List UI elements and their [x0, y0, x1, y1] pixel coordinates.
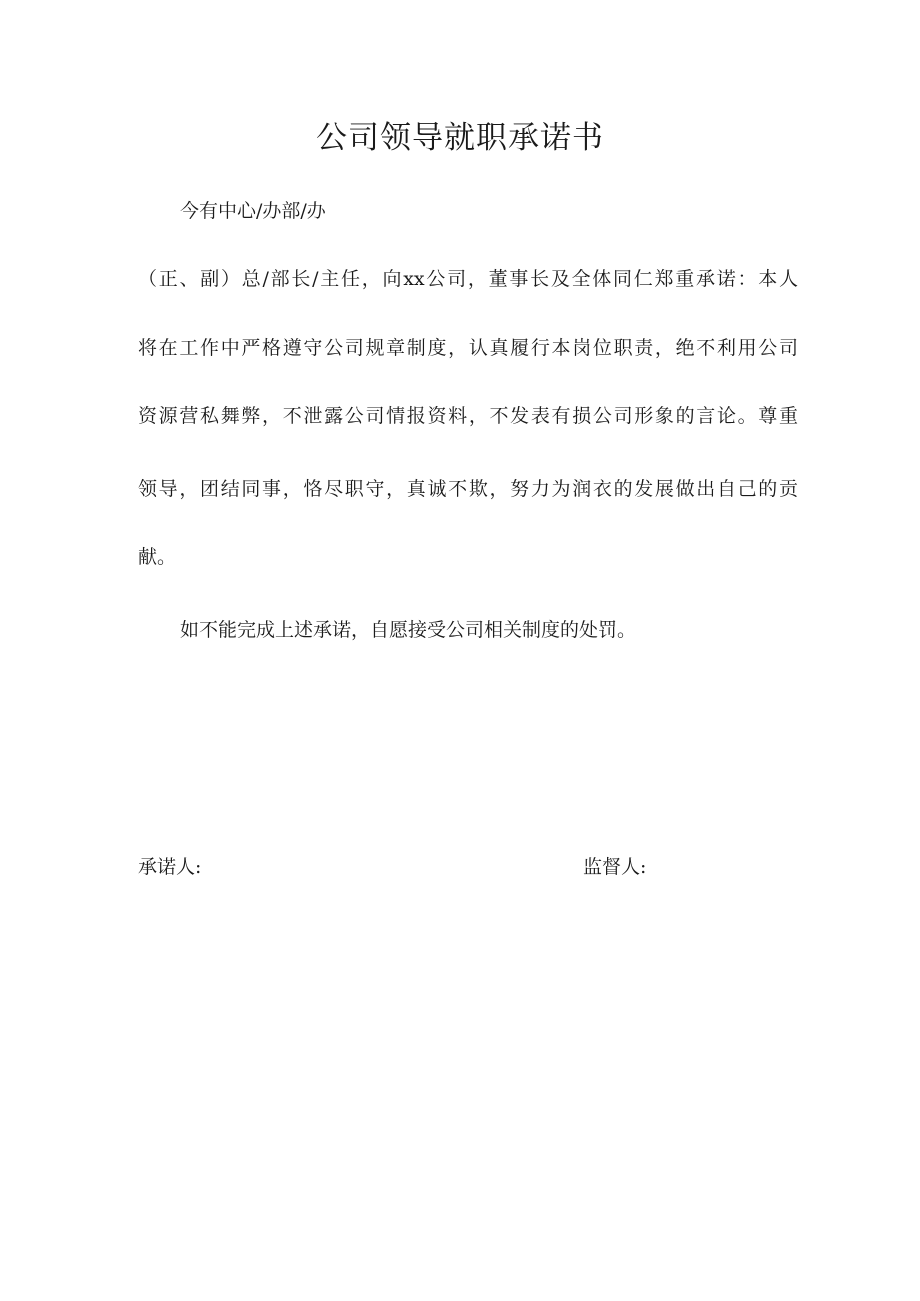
body-line-3: 将在工作中严格遵守公司规章制度，认真履行本岗位职责，绝不利用公司	[138, 337, 798, 359]
body-line-6: 献。	[138, 546, 177, 568]
body-line-1: 今有中心/办部/办	[180, 200, 326, 222]
body-line-5: 领导，团结同事，恪尽职守，真诚不欺，努力为润衣的发展做出自己的贡	[138, 478, 798, 500]
body-line-4: 资源营私舞弊，不泄露公司情报资料，不发表有损公司形象的言论。尊重	[138, 405, 798, 427]
document-title: 公司领导就职承诺书	[316, 120, 604, 156]
supervisor-signature-label: 监督人:	[583, 856, 647, 878]
body-line-2: （正、副）总/部长/主任，向xx公司，董事长及全体同仁郑重承诺：本人	[138, 268, 798, 290]
promisor-signature-label: 承诺人:	[138, 856, 202, 878]
body-line-7: 如不能完成上述承诺，自愿接受公司相关制度的处罚。	[180, 619, 637, 641]
